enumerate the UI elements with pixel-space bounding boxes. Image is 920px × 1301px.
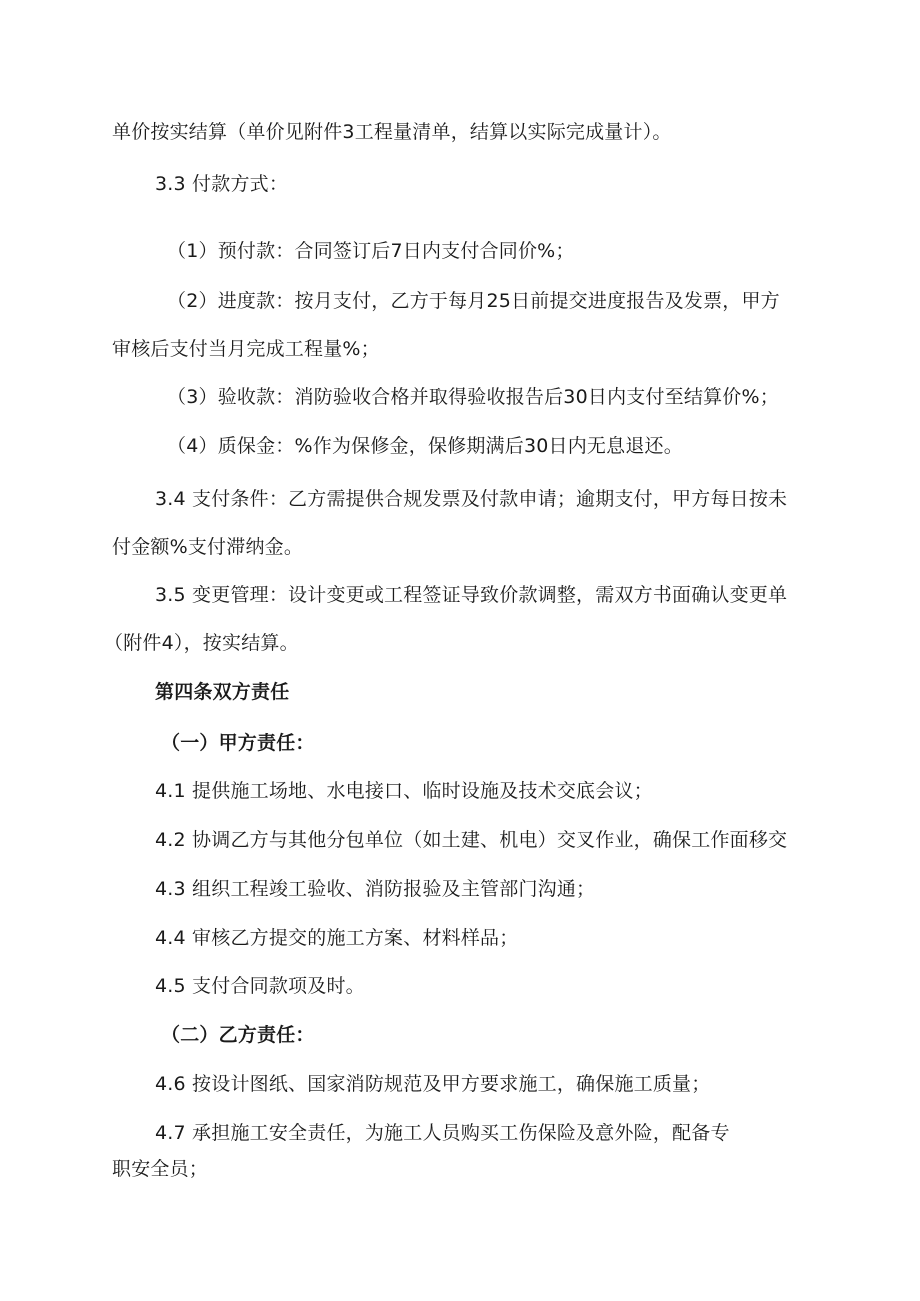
section-party-a-heading: （一）甲方责任：: [161, 732, 315, 754]
item-retention-money: （4）质保金：%作为保修金，保修期满后30日内无息退还。: [167, 435, 683, 457]
article-four-heading: 第四条双方责任: [155, 681, 290, 703]
item-progress-payment-cont: 审核后支付当月完成工程量%；: [112, 338, 380, 360]
clause-4-7: 4.7 承担施工安全责任，为施工人员购买工伤保险及意外险，配备专: [155, 1122, 730, 1144]
clause-3-3-heading: 3.3 付款方式：: [155, 173, 289, 195]
item-acceptance-payment: （3）验收款：消防验收合格并取得验收报告后30日内支付至结算价%；: [167, 386, 779, 408]
text-line-unit-price: 单价按实结算（单价见附件3工程量清单，结算以实际完成量计）。: [112, 121, 672, 143]
clause-3-5: 3.5 变更管理：设计变更或工程签证导致价款调整，需双方书面确认变更单: [155, 584, 788, 606]
item-progress-payment: （2）进度款：按月支付，乙方于每月25日前提交进度报告及发票，甲方: [167, 290, 780, 312]
clause-4-1: 4.1 提供施工场地、水电接口、临时设施及技术交底会议；: [155, 780, 653, 802]
clause-4-2: 4.2 协调乙方与其他分包单位（如土建、机电）交叉作业，确保工作面移交: [155, 829, 788, 851]
clause-4-5: 4.5 支付合同款项及时。: [155, 975, 365, 997]
clause-3-4: 3.4 支付条件：乙方需提供合规发票及付款申请；逾期支付，甲方每日按未: [155, 488, 788, 510]
clause-4-4: 4.4 审核乙方提交的施工方案、材料样品；: [155, 927, 519, 949]
clause-4-3: 4.3 组织工程竣工验收、消防报验及主管部门沟通；: [155, 878, 596, 900]
clause-3-4-cont: 付金额%支付滞纳金。: [112, 536, 304, 558]
clause-4-7-cont: 职安全员；: [112, 1158, 209, 1180]
section-party-b-heading: （二）乙方责任：: [161, 1024, 315, 1046]
clause-3-5-cont: （附件4），按实结算。: [104, 632, 299, 654]
clause-4-6: 4.6 按设计图纸、国家消防规范及甲方要求施工，确保施工质量；: [155, 1073, 711, 1095]
item-advance-payment: （1）预付款：合同签订后7日内支付合同价%；: [167, 240, 575, 262]
